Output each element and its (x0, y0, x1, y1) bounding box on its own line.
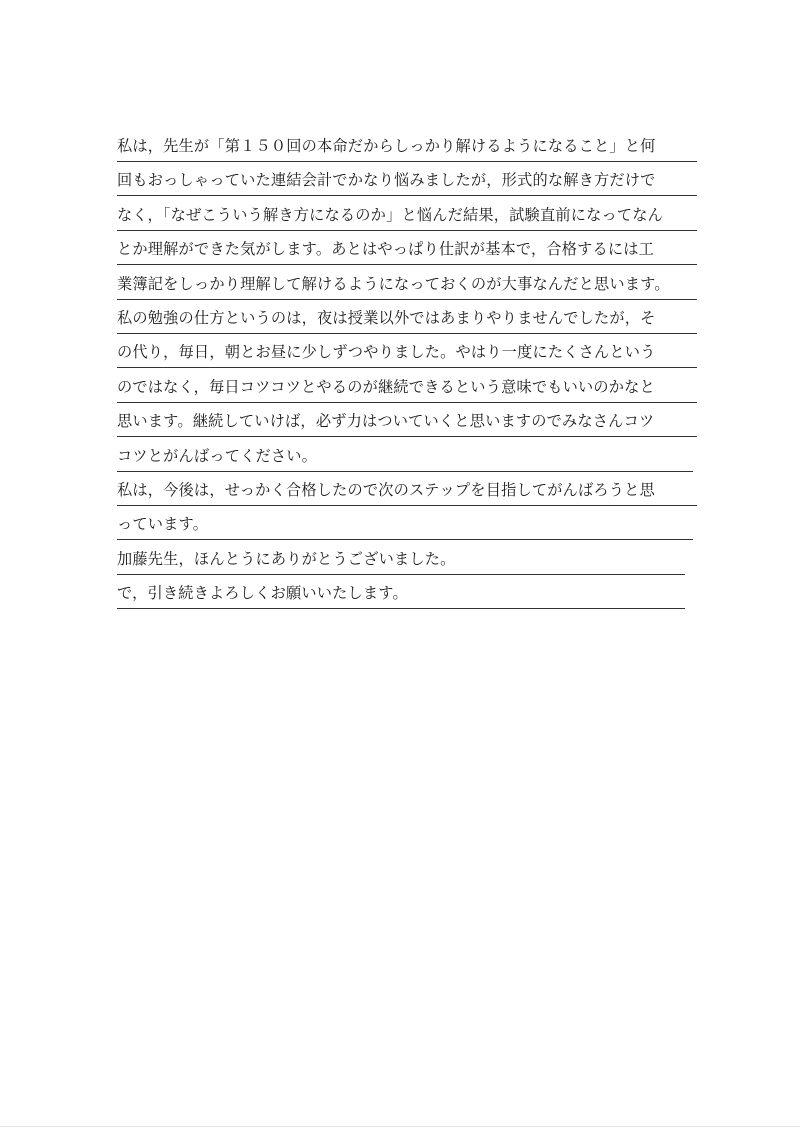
letter-line (117, 303, 697, 337)
letter-line (117, 441, 697, 475)
letter-line (117, 165, 697, 199)
ruled-line (117, 539, 693, 540)
ruled-line (117, 608, 685, 609)
letter-line (117, 578, 697, 612)
letter-line (117, 234, 697, 268)
letter-line-text: コツとがんばってください。 (117, 446, 318, 465)
scan-edge-line (0, 1126, 800, 1127)
letter-line-text: 加藤先生，ほんとうにありがとうございました。 (117, 549, 456, 568)
letter-line-text: 私の勉強の仕方というのは，夜は授業以外ではあまりやりませんでしたが，そ (117, 308, 656, 327)
letter-line (117, 131, 697, 165)
ruled-line (117, 436, 697, 437)
letter-line-text: 私は，今後は，せっかく合格したので次のステップを目指してがんばろうと思 (117, 480, 655, 499)
letter-line-text: で，引き続きよろしくお願いいたします。 (117, 584, 408, 603)
letter-line-text: の代り，毎日，朝とお昼に少しずつやりました。やはり一度にたくさんという (117, 343, 656, 362)
letter-line-text: っています。 (117, 515, 209, 534)
letter-body (117, 131, 697, 612)
letter-line (117, 509, 697, 543)
letter-line-text: 私は，先生が「第１５０回の本命だからしっかり解けるようになること」と何 (117, 137, 656, 155)
ruled-line (117, 195, 697, 196)
letter-line-text: 思います。継続していけば，必ず力はついていくと思いますのでみなさんコツ (117, 412, 655, 431)
ruled-line (117, 402, 697, 403)
ruled-line (117, 367, 697, 368)
ruled-line (117, 574, 685, 575)
letter-line-text: のではなく，毎日コツコツとやるのが継続できるという意味でもいいのかなと (117, 377, 655, 396)
ruled-line (117, 230, 697, 231)
letter-line-text: 業簿記をしっかり理解して解けるようになっておくのが大事なんだと思います。 (117, 274, 670, 293)
letter-line (117, 200, 697, 234)
ruled-line (117, 161, 697, 162)
letter-line (117, 337, 697, 371)
letter-line-text: とか理解ができた気がします。あとはやっぱり仕訳が基本で，合格するには工 (117, 240, 655, 259)
letter-line-text: なく，「なぜこういう解き方になるのか」と悩んだ結果，試験直前になってなん (117, 205, 664, 224)
letter-line (117, 406, 697, 440)
ruled-line (117, 299, 697, 300)
letter-line (117, 269, 697, 303)
ruled-line (117, 264, 697, 265)
ruled-line (117, 333, 697, 334)
letter-line (117, 372, 697, 406)
letter-line (117, 475, 697, 509)
letter-line (117, 544, 697, 578)
ruled-line (117, 505, 697, 506)
letter-line-text: 回もおっしゃっていた連結会計でかなり悩みましたが，形式的な解き方だけで (117, 171, 656, 190)
ruled-line (117, 471, 693, 472)
